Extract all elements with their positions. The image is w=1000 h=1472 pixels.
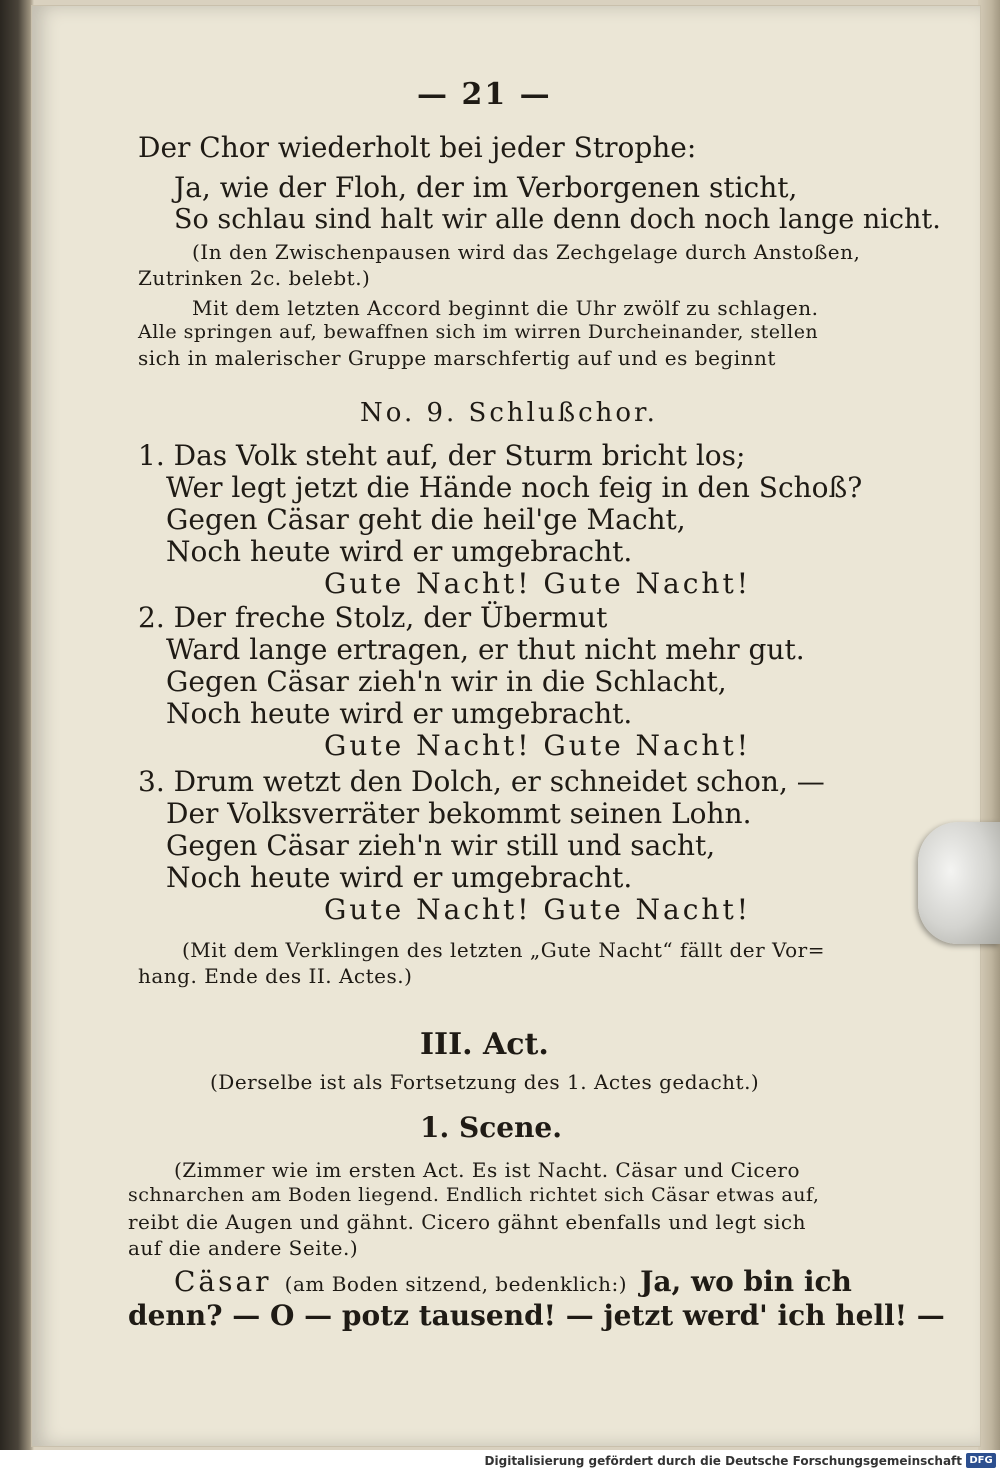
speaker-name: Cäsar [174,1265,272,1298]
dfg-logo-icon: DFG [966,1453,996,1468]
stage-direction-2-line-2: Alle springen auf, bewaffnen sich im wirren Durcheinander, stellen [138,321,819,343]
stanza-3-refrain: Gute Nacht! Gute Nacht! [324,893,751,926]
stage-direction-4-line-2: schnarchen am Boden liegend. Endlich richtet sich Cäsar etwas auf, [128,1184,820,1206]
stanza-3-line-3: Gegen Cäsar zieh'n wir still und sacht, [166,829,716,862]
speaker-direction: (am Boden sitzend, bedenklich:) [284,1272,627,1296]
stanza-2-line-2: Ward lange ertragen, er thut nicht mehr gut. [166,633,805,666]
footer-credit: Digitalisierung gefördert durch die Deutsche Forschungsgemeinschaft [484,1454,962,1468]
page-clip [918,822,1000,944]
stage-direction-4-line-4: auf die andere Seite.) [128,1236,359,1260]
page-number: — 21 — [417,77,552,112]
dialogue-first-line [174,1265,852,1298]
act-title: III. Act. [420,1027,549,1062]
stanza-2-refrain: Gute Nacht! Gute Nacht! [324,729,751,762]
dialogue-line-1: Ja, wo bin ich [640,1265,852,1298]
stanza-3-line-2: Der Volksverräter bekommt seinen Lohn. [166,797,752,830]
stanza-2-line-1: 2. Der freche Stolz, der Übermut [138,601,608,634]
digitization-footer [0,1450,1000,1472]
stage-direction-2-line-3: sich in malerischer Gruppe marschfertig auf und es beginnt [138,346,776,370]
dialogue-line-2: denn? — O — potz tausend! — jetzt werd' ich hell! — [128,1299,945,1332]
chorus-line-1: Ja, wie der Floh, der im Verborgenen sticht, [174,171,798,204]
act-note: (Derselbe ist als Fortsetzung des 1. Actes gedacht.) [210,1070,760,1094]
scene-title: 1. Scene. [420,1111,562,1144]
stanza-1-refrain: Gute Nacht! Gute Nacht! [324,567,751,600]
stanza-1-line-1: 1. Das Volk steht auf, der Sturm bricht los; [138,439,746,472]
chorus-intro: Der Chor wiederholt bei jeder Strophe: [138,131,697,164]
chorus-line-2: So schlau sind halt wir alle denn doch noch lange nicht. [174,204,941,235]
stanza-1-line-3: Gegen Cäsar geht die heil'ge Macht, [166,503,686,536]
stage-direction-1-line-1: (In den Zwischenpausen wird das Zechgelage durch Anstoßen, [192,240,861,264]
stanza-2-line-4: Noch heute wird er umgebracht. [166,697,633,730]
stanza-3-line-4: Noch heute wird er umgebracht. [166,861,633,894]
number-heading: No. 9. Schlußchor. [360,398,658,428]
book-page [32,6,980,1446]
stage-direction-3-line-2: hang. Ende des II. Actes.) [138,964,413,988]
stanza-3-line-1: 3. Drum wetzt den Dolch, er schneidet schon, — [138,765,825,798]
page-text [32,6,980,1446]
stage-direction-1-line-2: Zutrinken 2c. belebt.) [138,266,371,290]
stanza-1-line-4: Noch heute wird er umgebracht. [166,535,633,568]
stanza-1-line-2: Wer legt jetzt die Hände noch feig in den Schoß? [166,471,863,504]
stage-direction-2-line-1: Mit dem letzten Accord beginnt die Uhr zwölf zu schlagen. [192,296,819,320]
stage-direction-4-line-3: reibt die Augen und gähnt. Cicero gähnt ebenfalls und legt sich [128,1210,807,1234]
stanza-2-line-3: Gegen Cäsar zieh'n wir in die Schlacht, [166,665,727,698]
stage-direction-3-line-1: (Mit dem Verklingen des letzten „Gute Nacht“ fällt der Vor= [182,938,825,962]
stage-direction-4-line-1: (Zimmer wie im ersten Act. Es ist Nacht. Cäsar und Cicero [174,1158,800,1182]
book-fore-edge [978,0,1000,1450]
